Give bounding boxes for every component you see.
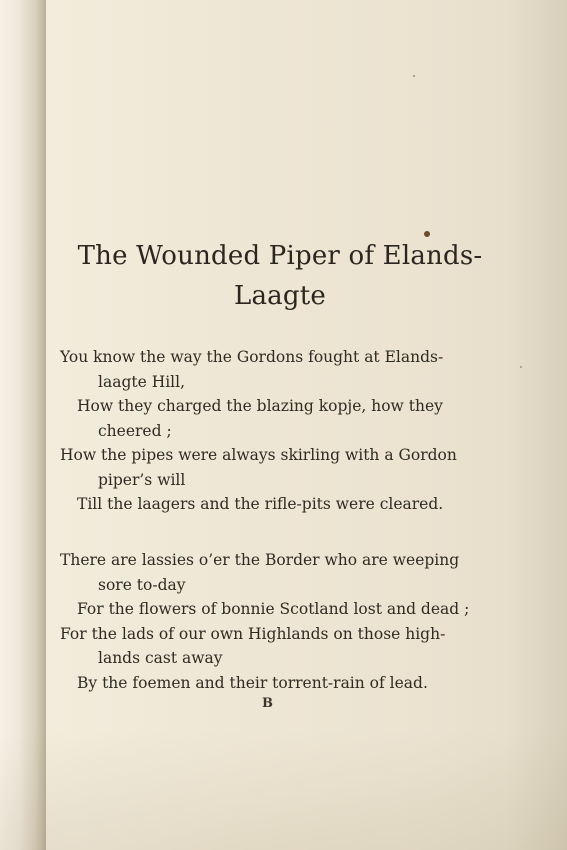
poem-title	[40, 236, 520, 316]
verse-line: How the pipes were always skirling with a Gordon	[60, 446, 457, 464]
page-gutter	[0, 0, 46, 850]
verse-line: piper’s will	[98, 470, 186, 489]
page-bottom-shade	[0, 730, 567, 850]
verse-line: For the lads of our own Highlands on those high-	[60, 624, 446, 643]
verse-line: For the flowers of bonnie Scotland lost and dead ;	[77, 600, 470, 618]
stanza-1	[60, 345, 520, 517]
poem-title-line: Laagte	[234, 281, 326, 311]
verse-line: There are lassies o’er the Border who are weeping	[60, 551, 460, 569]
verse-line: laagte Hill,	[98, 372, 186, 391]
verse-line: Till the laagers and the rifle-pits were cleared.	[77, 495, 444, 513]
stanza-2	[60, 548, 520, 695]
ink-speck	[520, 366, 522, 368]
signature-mark: B	[262, 696, 273, 711]
verse-line: How they charged the blazing kopje, how they	[77, 397, 443, 415]
verse-line: By the foemen and their torrent-rain of lead.	[77, 673, 428, 692]
verse-line: sore to-day	[98, 575, 186, 594]
verse-line: cheered ;	[98, 421, 172, 440]
verse-line: You know the way the Gordons fought at Elands-	[60, 348, 444, 366]
poem-title-line: The Wounded Piper of Elands-	[77, 241, 483, 271]
ink-speck	[413, 75, 415, 77]
verse-line: lands cast away	[98, 649, 223, 667]
